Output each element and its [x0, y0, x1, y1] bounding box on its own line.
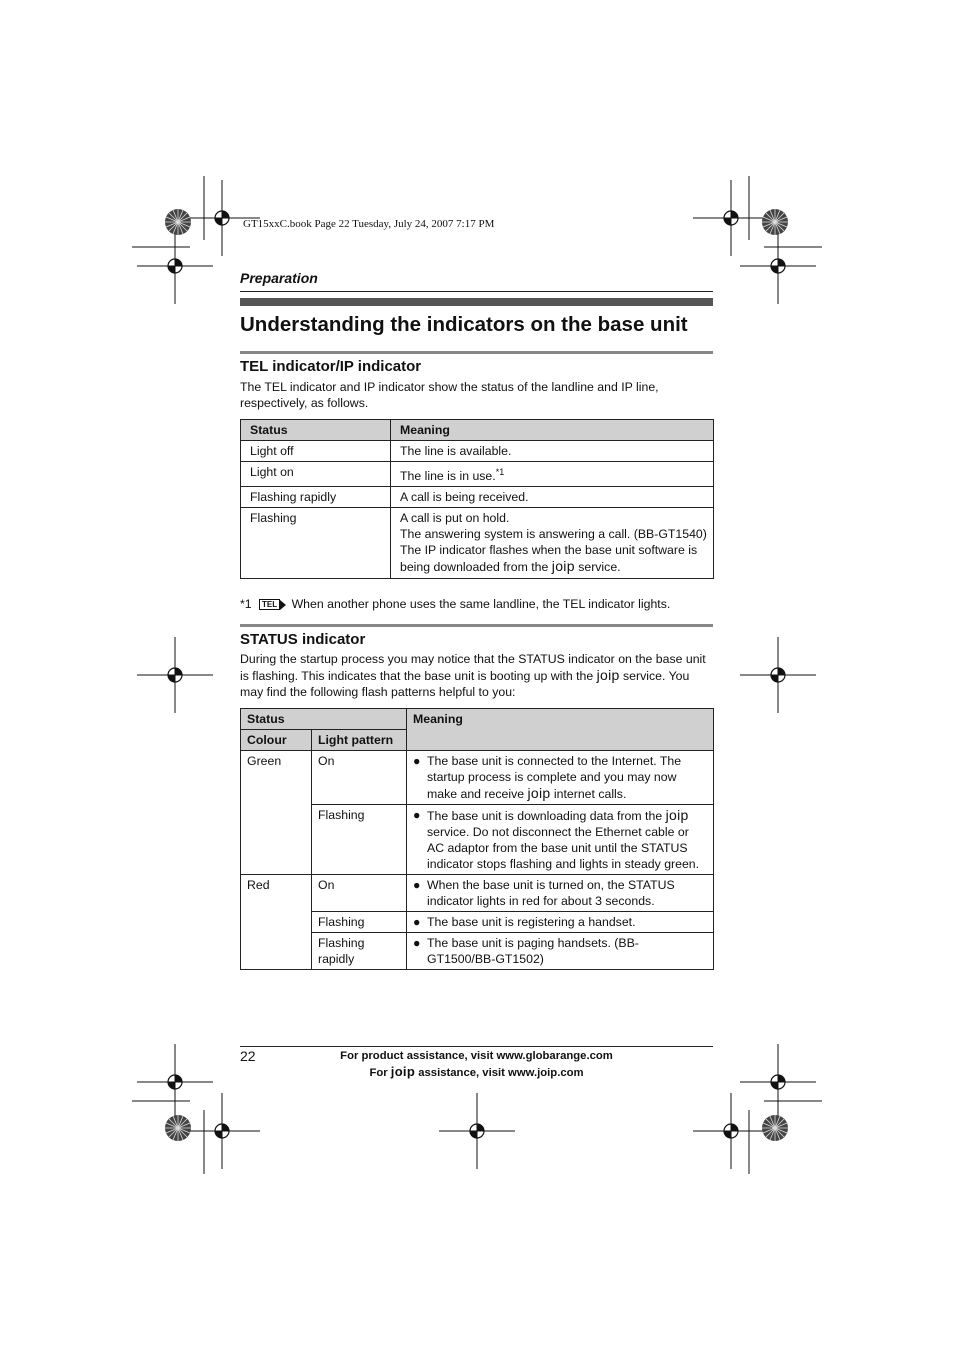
bullet: ●: [413, 878, 421, 892]
joip-logo: joip: [527, 785, 551, 801]
bullet: ●: [413, 754, 421, 768]
crop-mark: [740, 228, 816, 304]
column-header: Status: [241, 709, 407, 730]
status-cell: Light off: [241, 441, 391, 462]
pattern-cell: Flashing rapidly: [312, 933, 407, 970]
status-cell: Flashing: [241, 508, 391, 579]
meaning-text: service. Do not disconnect the Ethernet cable or AC adaptor from the base unit until the STATUS indicator stops flashing and lights in steady green.: [427, 825, 700, 871]
tel-heading: TEL indicator/IP indicator: [240, 358, 422, 375]
meaning-cell: [407, 875, 714, 912]
pattern-cell: On: [312, 875, 407, 912]
header-band: [240, 298, 713, 306]
meaning-cell: [407, 933, 714, 970]
meaning-cell: [407, 805, 714, 875]
joip-logo: joip: [551, 558, 575, 575]
tel-intro: The TEL indicator and IP indicator show the status of the landline and IP line, respectively, as follows.: [240, 380, 659, 410]
table-row: [241, 462, 714, 487]
meaning-cell: A call is being received.: [391, 487, 714, 508]
colour-cell: Green: [241, 751, 312, 875]
tel-icon-label: TEL: [259, 599, 280, 610]
column-header: Light pattern: [312, 730, 407, 751]
page-title: Understanding the indicators on the base unit: [240, 313, 688, 336]
page-number: 22: [240, 1048, 256, 1064]
status-cell: Flashing rapidly: [241, 487, 391, 508]
assistance-line: For product assistance, visit www.globarange.com: [340, 1050, 613, 1062]
column-header: Status: [241, 420, 391, 441]
meaning-cell: The line is available.: [391, 441, 714, 462]
status-intro: [240, 651, 715, 700]
divider: [240, 291, 713, 292]
table-row: [241, 805, 714, 875]
status-indicator-table: [240, 708, 714, 970]
intro-text: During the startup process you may notice that the STATUS indicator on the base unit is flashing. This indicates that the base unit is booting up with the: [240, 652, 706, 683]
divider: [240, 624, 713, 627]
joip-logo: joip: [665, 807, 689, 823]
meaning-cell: [407, 912, 714, 933]
color-target: [165, 1115, 191, 1141]
crop-mark: [184, 1093, 260, 1169]
color-target: [762, 209, 788, 235]
pattern-cell: On: [312, 751, 407, 805]
meaning-text: The base unit is connected to the Internet. The startup process is complete and you may now make and receive: [427, 754, 682, 801]
tel-footnote: [240, 597, 670, 611]
color-target: [762, 1115, 788, 1141]
table-row: [241, 912, 714, 933]
table-row: [241, 875, 714, 912]
tel-status-table: [240, 419, 714, 579]
assistance-line: [240, 1064, 713, 1081]
color-target: [165, 209, 191, 235]
pattern-cell: Flashing: [312, 912, 407, 933]
meaning-text: The base unit is registering a handset.: [427, 915, 636, 929]
bullet: ●: [413, 936, 421, 950]
meaning-cell: [391, 508, 714, 579]
status-heading: STATUS indicator: [240, 631, 366, 648]
crop-mark: [693, 1093, 769, 1169]
print-info: GT15xxC.book Page 22 Tuesday, July 24, 2007 7:17 PM: [243, 218, 495, 230]
table-row: [241, 751, 714, 805]
bullet: ●: [413, 915, 421, 929]
meaning-text: internet calls.: [553, 787, 627, 801]
meaning-text: The base unit is downloading data from the: [427, 809, 663, 823]
arrow-icon: [280, 600, 286, 610]
assistance-text: For: [369, 1067, 388, 1079]
divider: [240, 351, 713, 354]
column-header: Meaning: [407, 709, 714, 751]
assistance-text: assistance, visit www.joip.com: [418, 1067, 584, 1079]
footer-divider: [240, 1046, 713, 1047]
bullet: ●: [413, 808, 421, 822]
crop-mark: [740, 637, 816, 713]
joip-logo: joip: [390, 1064, 416, 1079]
table-row: [241, 508, 714, 579]
table-row: [241, 441, 714, 462]
meaning-text: service.: [578, 560, 621, 575]
pattern-cell: Flashing: [312, 805, 407, 875]
meaning-line: A call is put on hold.: [400, 511, 510, 526]
joip-logo: joip: [596, 667, 620, 683]
crop-mark: [137, 1044, 213, 1120]
crop-mark: [137, 637, 213, 713]
tel-button-icon: [259, 599, 286, 610]
meaning-text: The line is in use.: [400, 469, 496, 484]
column-header: Colour: [241, 730, 312, 751]
footnote-ref: *1: [495, 467, 505, 477]
column-header: Meaning: [391, 420, 714, 441]
crop-mark: [693, 180, 769, 256]
colour-cell: Red: [241, 875, 312, 970]
crop-mark: [439, 1093, 515, 1169]
meaning-line: The answering system is answering a call. (BB-GT1540): [400, 527, 707, 542]
footnote-mark: *1: [240, 597, 252, 611]
table-row: [241, 933, 714, 970]
meaning-cell: [391, 462, 714, 487]
section-label: Preparation: [240, 270, 318, 286]
crop-mark: [740, 1044, 816, 1120]
meaning-line: [400, 542, 707, 575]
meaning-text: When the base unit is turned on, the STATUS indicator lights in red for about 3 seconds.: [427, 878, 675, 908]
intro-text: service. You may find the following flash patterns helpful to you:: [240, 669, 690, 699]
meaning-text: The IP indicator flashes when the base unit software is being downloaded from the: [400, 543, 698, 575]
assistance-note: [240, 1048, 713, 1081]
table-row: [241, 487, 714, 508]
crop-mark: [137, 228, 213, 304]
meaning-text: The base unit is paging handsets. (BB-GT1500/BB-GT1502): [427, 936, 639, 966]
meaning-cell: [407, 751, 714, 805]
status-cell: Light on: [241, 462, 391, 487]
footnote-text: When another phone uses the same landline, the TEL indicator lights.: [291, 597, 671, 611]
